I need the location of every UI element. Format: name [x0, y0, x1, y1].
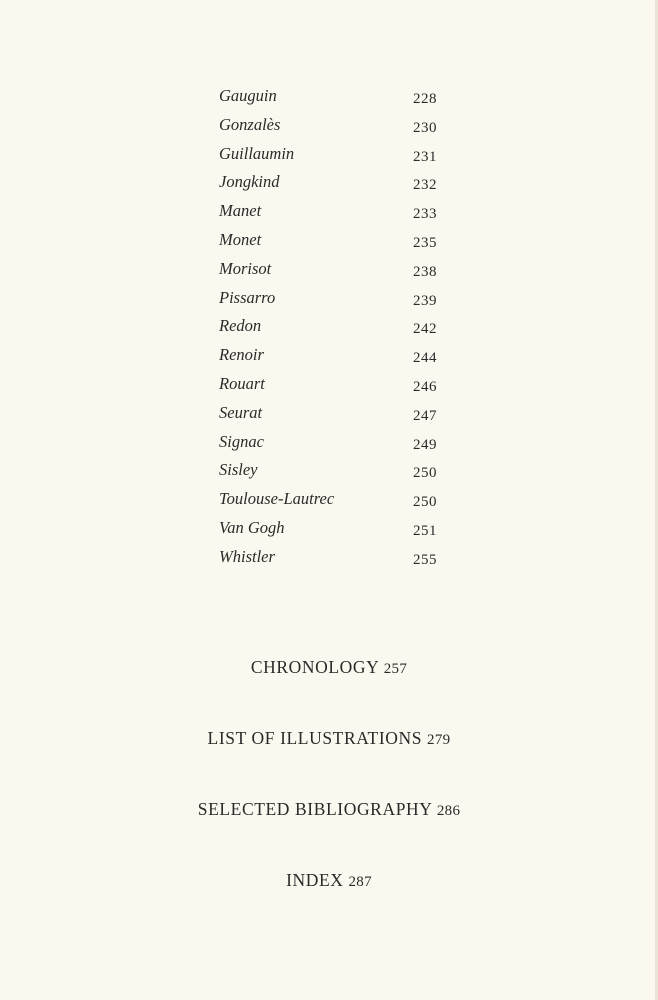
- toc-entry: [219, 257, 449, 286]
- section-page-number: 279: [427, 732, 451, 748]
- section-page-number: 286: [436, 803, 461, 819]
- toc-entry: [219, 84, 449, 113]
- entry-name: Sisley: [219, 460, 258, 480]
- entry-page-number: 246: [413, 378, 437, 395]
- entry-page-number: 231: [413, 148, 437, 165]
- toc-entry: [219, 430, 449, 459]
- toc-entry: [219, 199, 449, 228]
- entry-name: Monet: [219, 229, 262, 249]
- toc-entry: [219, 343, 449, 372]
- entry-name: Gauguin: [219, 86, 277, 105]
- section-index: [0, 870, 658, 891]
- entry-page-number: 235: [413, 234, 437, 251]
- section-selected-bibliography: [0, 799, 658, 820]
- toc-entry: [219, 401, 449, 430]
- toc-entry: [219, 228, 449, 257]
- entry-page-number: 233: [413, 206, 437, 223]
- toc-entry: [219, 170, 449, 199]
- artist-entries-list: [219, 84, 449, 574]
- entry-page-number: 230: [413, 119, 437, 136]
- toc-entry: [219, 142, 449, 171]
- entry-name: Manet: [219, 201, 262, 221]
- entry-name: Toulouse-Lautrec: [219, 489, 335, 509]
- entry-name: Seurat: [219, 402, 263, 422]
- entry-name: Morisot: [219, 258, 272, 278]
- toc-entry: [219, 458, 449, 487]
- entry-name: Rouart: [219, 373, 265, 393]
- section-chronology: [0, 657, 658, 678]
- entry-name: Redon: [219, 316, 262, 336]
- toc-entry: [219, 487, 449, 516]
- toc-entry: [219, 314, 449, 343]
- toc-entry: [219, 516, 449, 545]
- section-label: INDEX: [286, 870, 344, 890]
- entry-name: Signac: [219, 431, 264, 451]
- entry-page-number: 238: [413, 263, 437, 280]
- entry-page-number: 232: [413, 177, 437, 194]
- entry-page-number: 255: [413, 551, 437, 568]
- entry-name: Gonzalès: [219, 114, 281, 134]
- entry-page-number: 250: [413, 465, 437, 482]
- section-label: CHRONOLOGY: [250, 657, 379, 677]
- entry-name: Renoir: [219, 345, 264, 365]
- entry-name: Van Gogh: [219, 517, 285, 537]
- entry-page-number: 250: [413, 494, 437, 511]
- toc-entry: [219, 372, 449, 401]
- entry-page-number: 239: [413, 292, 437, 309]
- section-page-number: 257: [383, 661, 408, 677]
- entry-page-number: 251: [413, 522, 437, 539]
- entry-name: Pissarro: [219, 287, 276, 307]
- entry-page-number: 244: [413, 350, 437, 367]
- toc-entry: [219, 113, 449, 142]
- section-list-of-illustrations: [0, 728, 658, 749]
- section-page-number: 287: [348, 874, 372, 890]
- entry-name: Guillaumin: [219, 143, 295, 163]
- toc-entry: [219, 545, 449, 574]
- section-label: LIST OF ILLUSTRATIONS: [207, 728, 423, 748]
- entry-page-number: 249: [413, 436, 437, 453]
- entry-name: Whistler: [219, 546, 275, 566]
- entry-page-number: 247: [413, 407, 437, 424]
- entry-page-number: 242: [413, 321, 437, 338]
- toc-entry: [219, 286, 449, 315]
- entry-page-number: 228: [413, 91, 437, 107]
- entry-name: Jongkind: [219, 172, 280, 192]
- section-label: SELECTED BIBLIOGRAPHY: [197, 799, 432, 819]
